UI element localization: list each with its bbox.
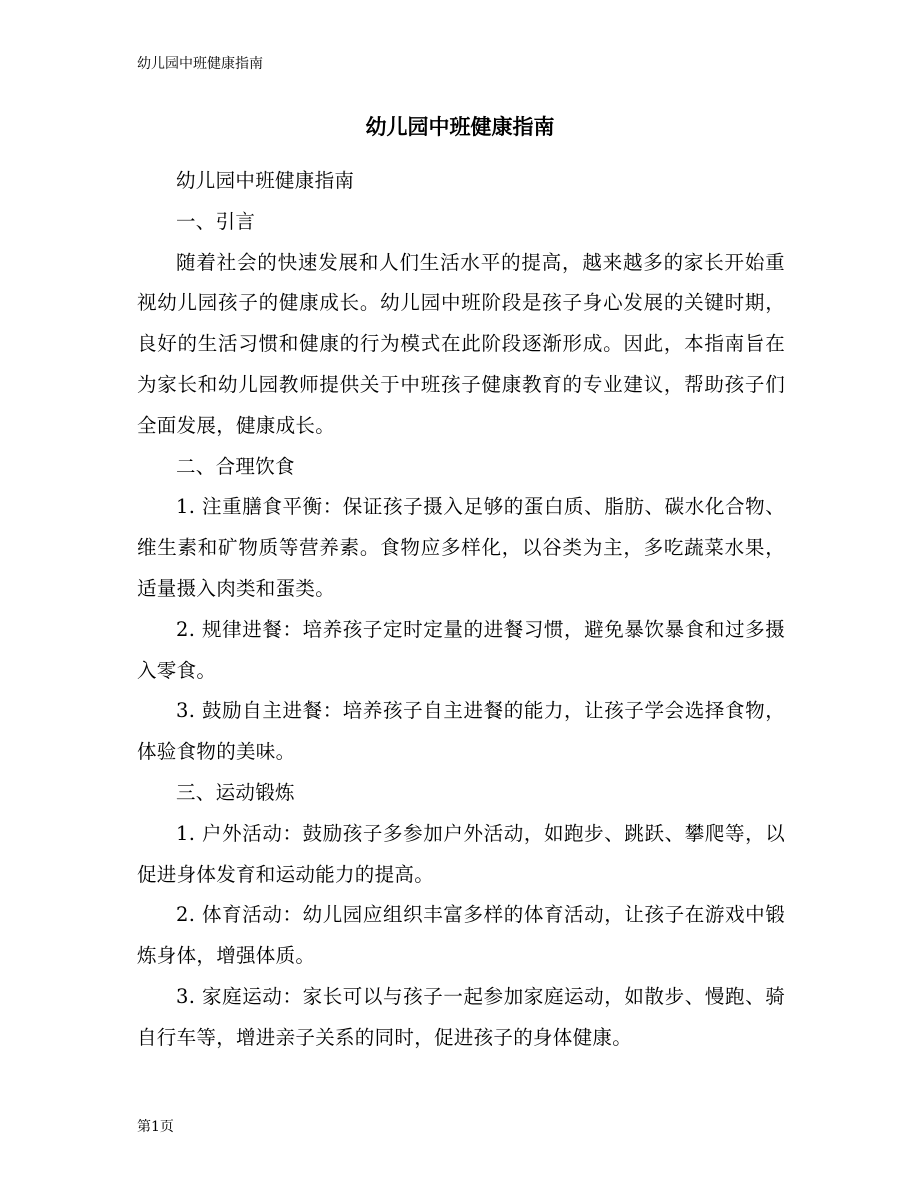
list-item-exercise-1: 1. 户外活动：鼓励孩子多参加户外活动，如跑步、跳跃、攀爬等，以促进身体发育和运动能力的提高。: [137, 821, 785, 886]
running-header: 幼儿园中班健康指南: [137, 56, 263, 72]
section-heading-introduction: 一、引言: [176, 209, 256, 233]
list-item-exercise-3: 3. 家庭运动：家长可以与孩子一起参加家庭运动，如散步、慢跑、骑自行车等，增进亲子关系的同时，促进孩子的身体健康。: [137, 984, 785, 1049]
document-body: [137, 161, 785, 1059]
section-heading-diet: 二、合理饮食: [176, 454, 295, 478]
list-item-diet-1: 1. 注重膳食平衡：保证孩子摄入足够的蛋白质、脂肪、碳水化合物、维生素和矿物质等营养素。食物应多样化，以谷类为主，多吃蔬菜水果，适量摄入肉类和蛋类。: [137, 495, 785, 600]
document-title: 幼儿园中班健康指南: [365, 115, 555, 139]
list-item-diet-2: 2. 规律进餐：培养孩子定时定量的进餐习惯，避免暴饮暴食和过多摄入零食。: [137, 617, 785, 682]
list-item-diet-3: 3. 鼓励自主进餐：培养孩子自主进餐的能力，让孩子学会选择食物，体验食物的美味。: [137, 699, 785, 764]
page-number: 第1页: [137, 1119, 174, 1135]
list-item-exercise-2: 2. 体育活动：幼儿园应组织丰富多样的体育活动，让孩子在游戏中锻炼身体，增强体质。: [137, 903, 785, 968]
body-paragraph-subtitle: 幼儿园中班健康指南: [176, 169, 355, 192]
section-heading-exercise: 三、运动锻炼: [176, 780, 295, 804]
body-paragraph-introduction: 随着社会的快速发展和人们生活水平的提高，越来越多的家长开始重视幼儿园孩子的健康成长。幼儿园中班阶段是孩子身心发展的关键时期，良好的生活习惯和健康的行为模式在此阶段逐渐形成。因此，本指南旨在为家长和幼儿园教师提供关于中班孩子健康教育的专业建议，帮助孩子们全面发展，健康成长。: [137, 250, 785, 437]
